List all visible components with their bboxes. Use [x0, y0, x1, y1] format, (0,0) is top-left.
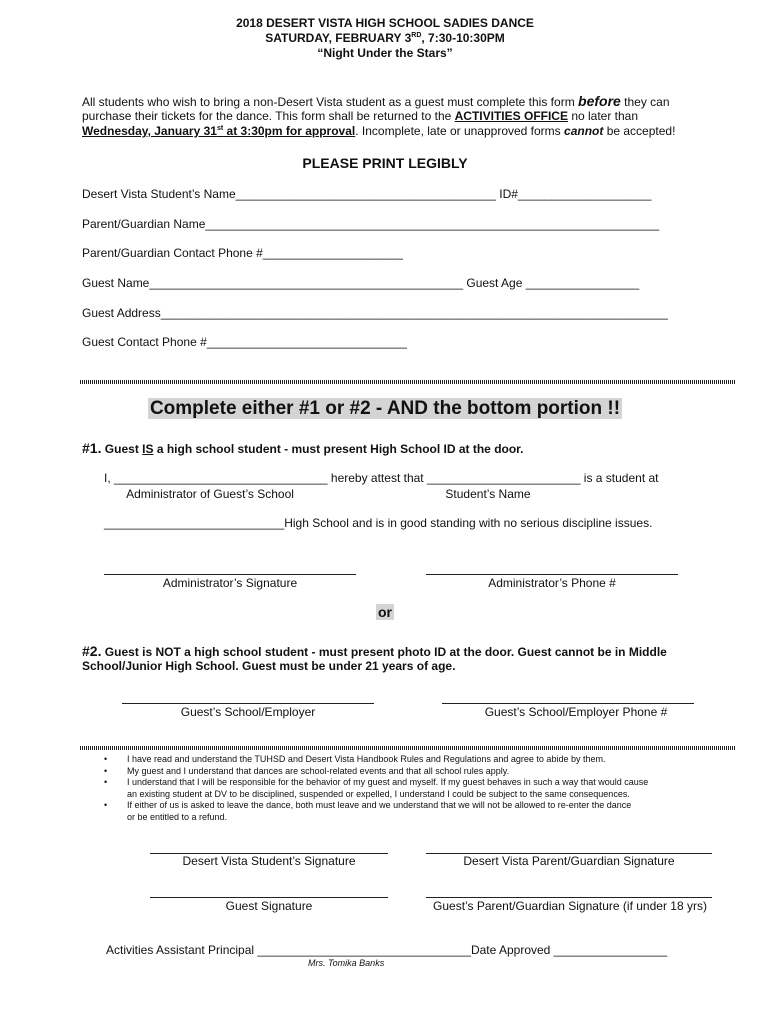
option1-is: IS	[142, 442, 154, 456]
student-name-field[interactable]: Desert Vista Student’s Name_______________________________________ ID#____________________	[82, 187, 652, 201]
event-date	[0, 31, 770, 45]
attest-line[interactable]: I, ________________________________ hereby attest that _______________________ is a student at	[104, 471, 659, 485]
intro-text: they can	[620, 95, 670, 109]
cannot-emphasis: cannot	[564, 124, 604, 138]
guest-address-field[interactable]: Guest Address____________________________________________________________________________	[82, 306, 668, 320]
section-divider	[80, 746, 736, 750]
guest-signature-caption: Guest Signature	[225, 899, 313, 913]
bullet-4-text-cont: or be entitled to a refund.	[127, 812, 228, 822]
bullet-3-text: I understand that I will be responsible for the behavior of my guest and myself. If my guest behaves in such a way that would cause	[127, 777, 649, 787]
parent-phone-field[interactable]: Parent/Guardian Contact Phone #_____________________	[82, 246, 403, 260]
intro-line-1	[82, 93, 670, 109]
deadline-suffix: st	[216, 125, 224, 132]
or-label: or	[378, 604, 392, 620]
option1-text: a high school student - must present High School ID at the door.	[153, 442, 524, 456]
option1-number: #1.	[82, 440, 102, 456]
intro-line-3	[82, 124, 675, 138]
deadline-date: Wednesday, January 31	[82, 124, 217, 138]
guest-signature-line[interactable]	[150, 897, 388, 898]
student-signature-caption: Desert Vista Student’s Signature	[182, 854, 356, 868]
bullet-3	[104, 777, 107, 787]
option2-heading-line-1	[82, 643, 667, 659]
section-divider	[80, 380, 736, 384]
bullet-glyph: •	[104, 800, 108, 810]
deadline-time: at 3:30pm for approval	[223, 124, 356, 138]
intro-text: be accepted!	[603, 124, 676, 138]
intro-before-emphasis: before	[578, 93, 621, 109]
guest-parent-signature-line[interactable]	[426, 897, 712, 898]
form-title: 2018 DESERT VISTA HIGH SCHOOL SADIES DANCE	[236, 16, 534, 30]
bullet-glyph: •	[104, 766, 108, 776]
admin-signature-caption: Administrator’s Signature	[162, 576, 298, 590]
student-name-caption: Student’s Name	[445, 487, 531, 501]
assistant-principal-name: Mrs. Tomika Banks	[308, 958, 385, 968]
intro-text: purchase their tickets for the dance. This form shall be returned to the	[82, 109, 455, 123]
option1-text: Guest	[101, 442, 143, 456]
print-legibly-heading: PLEASE PRINT LEGIBLY	[302, 155, 468, 171]
event-date-main: SATURDAY, FEBRUARY 3	[265, 31, 412, 45]
option2-text: Guest is NOT a high school student - must present photo ID at the door. Guest cannot be in Middle	[101, 645, 667, 659]
bullet-3-text-cont: an existing student at DV to be disciplined, suspended or expelled, I understand I could be subject to the same consequences.	[127, 789, 630, 799]
guest-phone-field[interactable]: Guest Contact Phone #______________________________	[82, 335, 407, 349]
event-theme: “Night Under the Stars”	[317, 46, 453, 60]
bullet-2	[104, 766, 107, 776]
complete-heading-wrap	[0, 398, 770, 420]
intro-text: . Incomplete, late or unapproved forms	[355, 124, 565, 138]
option2-number: #2.	[82, 643, 102, 659]
bullet-4	[104, 800, 107, 810]
bullet-1	[104, 754, 107, 764]
deadline-emphasis	[82, 124, 355, 138]
bullet-glyph: •	[104, 754, 108, 764]
intro-text: All students who wish to bring a non-Desert Vista student as a guest must complete this form	[82, 95, 579, 109]
guest-school-phone-caption: Guest’s School/Employer Phone #	[484, 705, 668, 719]
bullet-glyph: •	[104, 777, 108, 787]
intro-line-2	[82, 109, 638, 123]
guest-school-line[interactable]	[122, 703, 374, 704]
guest-parent-signature-caption: Guest’s Parent/Guardian Signature (if under 18 yrs)	[433, 899, 707, 913]
bullet-2-text: My guest and I understand that dances are school-related events and that all school rules apply.	[127, 766, 510, 776]
event-date-suffix: RD	[411, 32, 422, 39]
option2-heading-line-2: School/Junior High School. Guest must be under 21 years of age.	[82, 659, 456, 673]
guest-name-age-field[interactable]: Guest Name_______________________________________________ Guest Age _________________	[82, 276, 640, 290]
guest-school-phone-line[interactable]	[442, 703, 694, 704]
bullet-1-text: I have read and understand the TUHSD and Desert Vista Handbook Rules and Regulations and agree to abide by them.	[127, 754, 606, 764]
parent-signature-caption: Desert Vista Parent/Guardian Signature	[463, 854, 675, 868]
activities-office-emphasis: ACTIVITIES OFFICE	[454, 109, 568, 123]
admin-phone-caption: Administrator’s Phone #	[488, 576, 616, 590]
option1-heading	[82, 440, 524, 456]
or-wrap	[0, 604, 770, 622]
admin-phone-line[interactable]	[426, 574, 678, 575]
bullet-4-text: If either of us is asked to leave the dance, both must leave and we understand that we will not be allowed to re-enter the dance	[127, 800, 632, 810]
complete-heading: Complete either #1 or #2 - AND the bottom portion !!	[149, 398, 621, 419]
high-school-line[interactable]: ___________________________High School and is in good standing with no serious discipline issues.	[104, 516, 653, 530]
approval-line[interactable]: Activities Assistant Principal ________________________________Date Approved _________________	[106, 943, 668, 957]
guest-school-caption: Guest’s School/Employer	[180, 705, 316, 719]
intro-text: no later than	[567, 109, 639, 123]
admin-school-caption: Administrator of Guest’s School	[126, 487, 294, 501]
parent-name-field[interactable]: Parent/Guardian Name____________________________________________________________________	[82, 217, 660, 231]
event-time: , 7:30-10:30PM	[421, 31, 505, 45]
admin-signature-line[interactable]	[104, 574, 356, 575]
